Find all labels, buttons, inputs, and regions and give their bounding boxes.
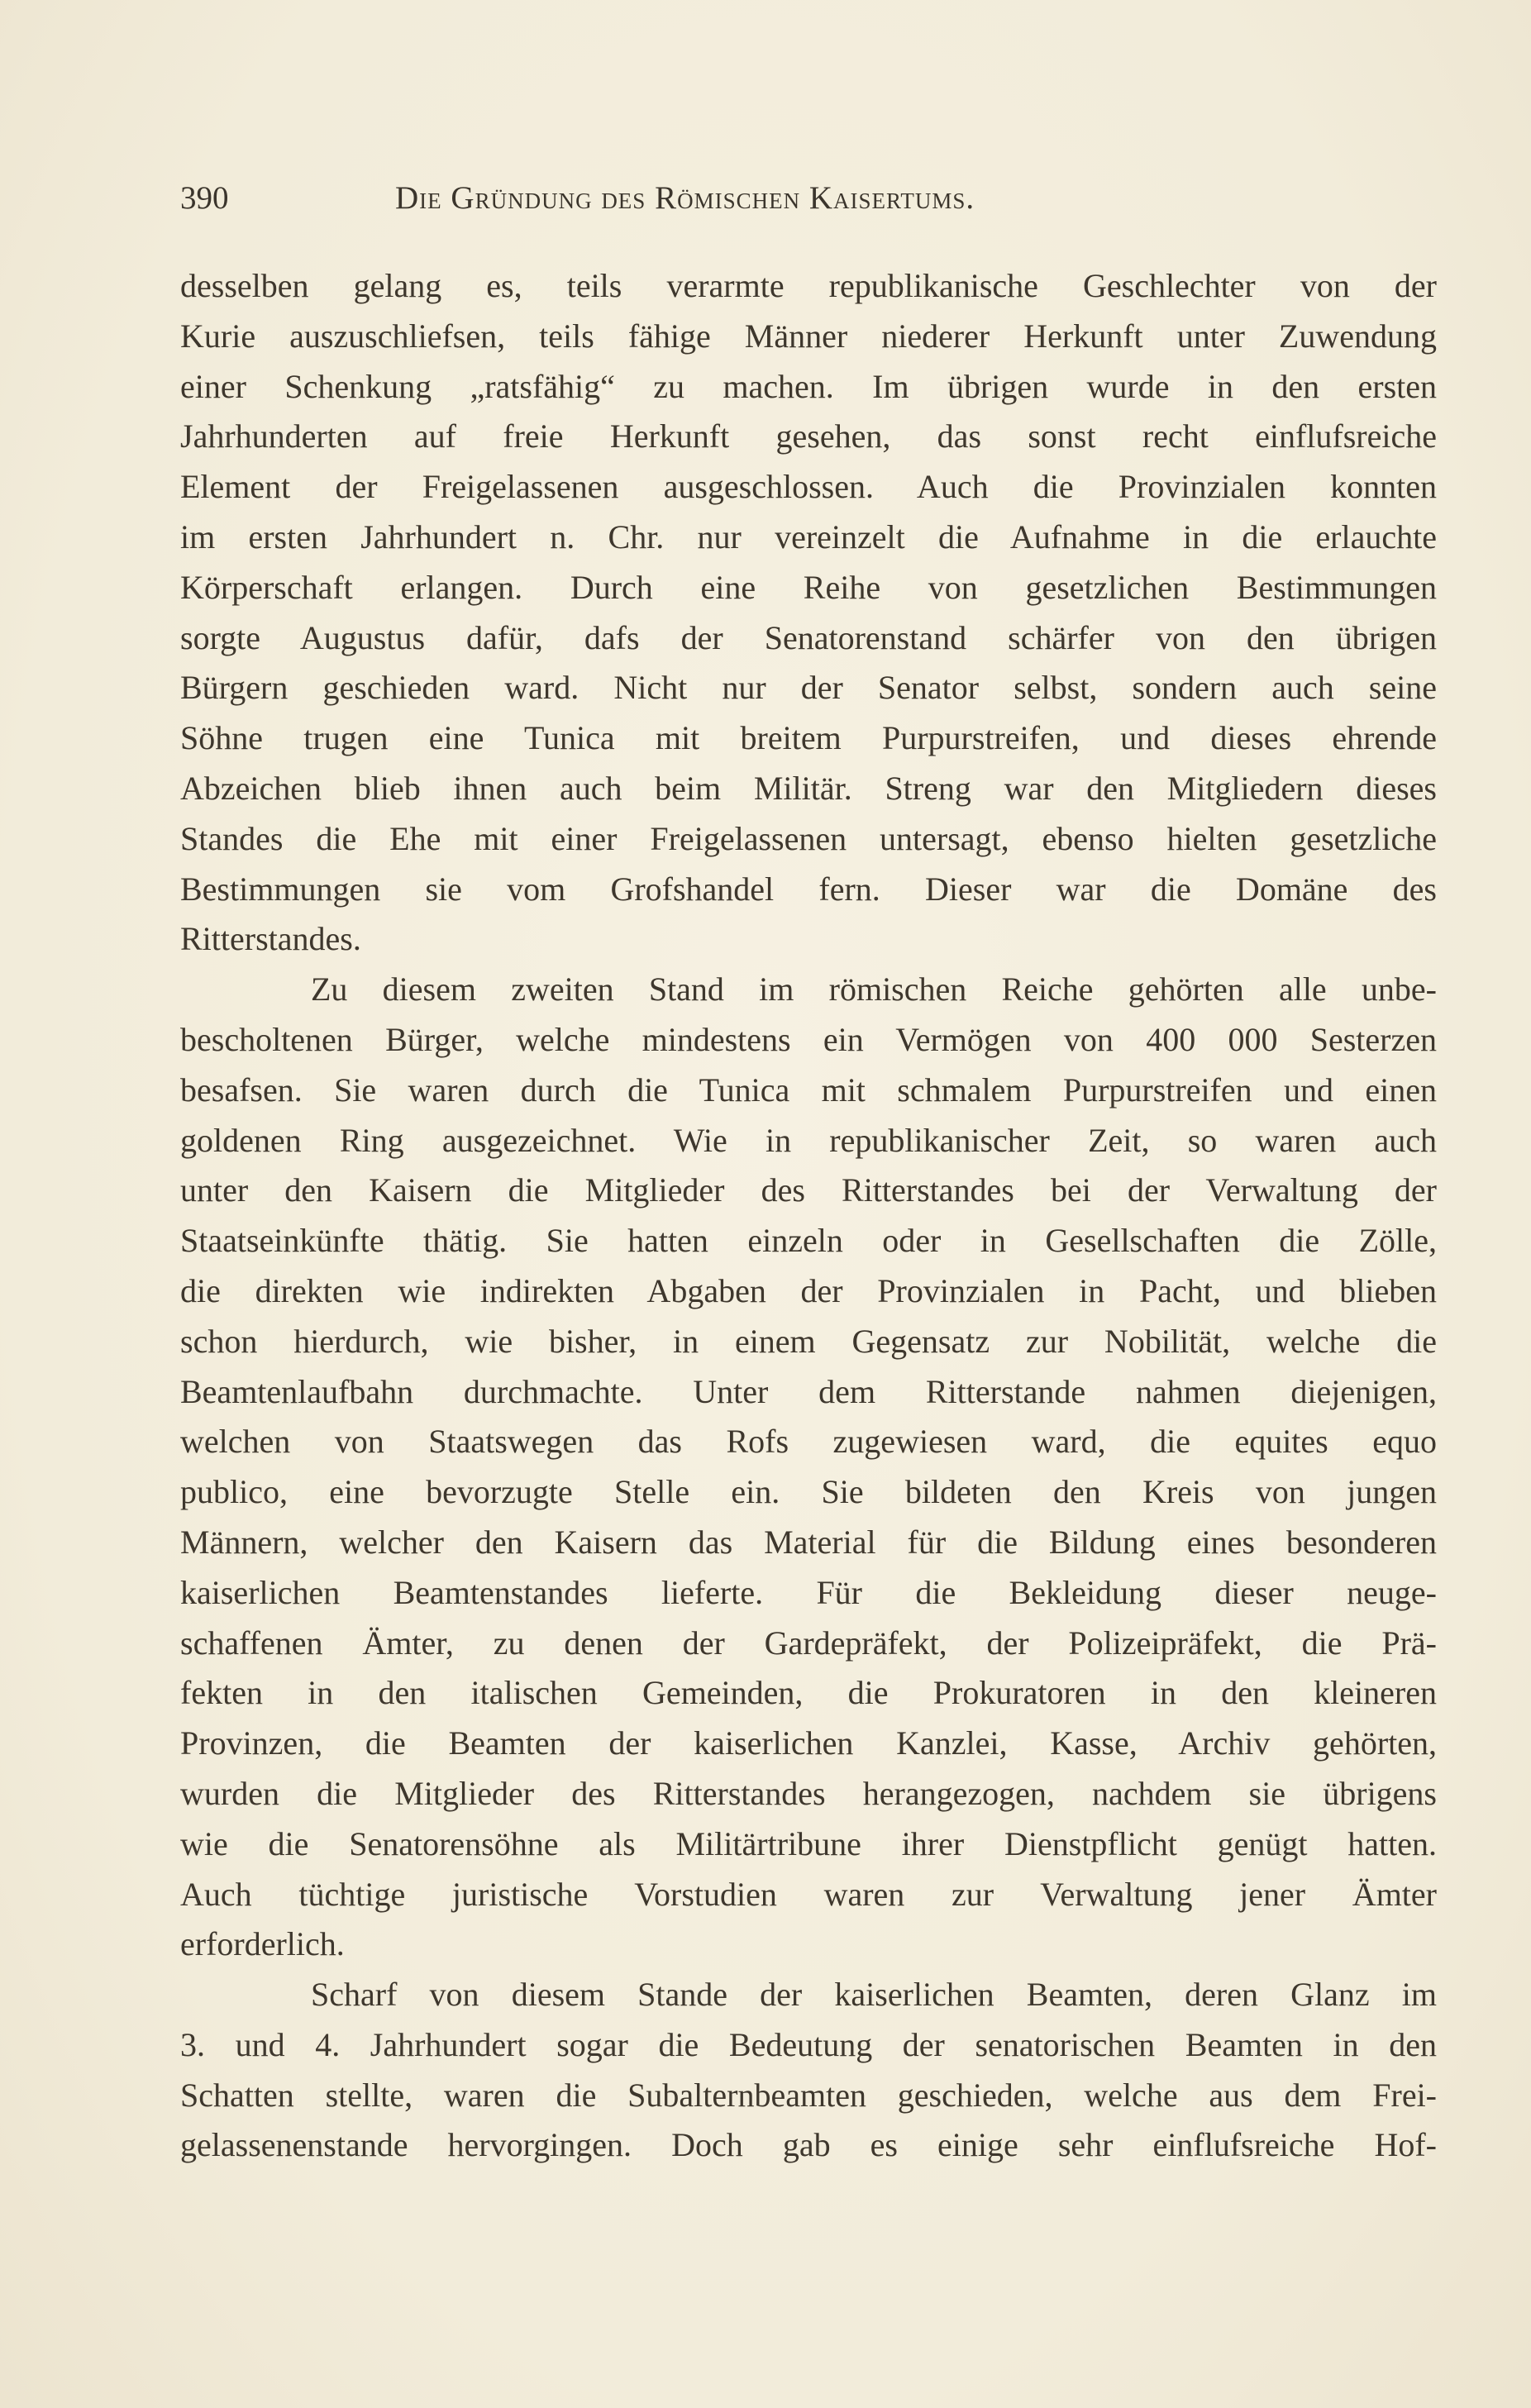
page-number: 390	[180, 180, 229, 216]
text-line: Element der Freigelassenen ausgeschlossen. Auch die Provinzialen konnten	[180, 468, 1437, 506]
text-line: Söhne trugen eine Tunica mit breitem Purpurstreifen, und dieses ehrende	[180, 719, 1437, 757]
text-line: gelassenenstande hervorgingen. Doch gab es einige sehr einflufsreiche Hof-	[180, 2126, 1437, 2164]
text-line: Scharf von diesem Stande der kaiserlichen Beamten, deren Glanz im	[311, 1976, 1437, 2014]
text-line: unter den Kaisern die Mitglieder des Ritterstandes bei der Verwaltung der	[180, 1171, 1437, 1209]
text-line: im ersten Jahrhundert n. Chr. nur vereinzelt die Aufnahme in die erlauchte	[180, 517, 1437, 556]
text-line: fekten in den italischen Gemeinden, die Prokuratoren in den kleineren	[180, 1674, 1437, 1712]
text-line: Auch tüchtige juristische Vorstudien waren zur Verwaltung jener Ämter	[180, 1875, 1437, 1913]
text-line: einer Schenkung „ratsfähig“ zu machen. Im übrigen wurde in den ersten	[180, 367, 1437, 405]
text-line: desselben gelang es, teils verarmte republikanische Geschlechter von der	[180, 267, 1437, 304]
text-line: Staatseinkünfte thätig. Sie hatten einzeln oder in Gesellschaften die Zölle,	[180, 1222, 1437, 1260]
text-line: Körperschaft erlangen. Durch eine Reihe von gesetzlichen Bestimmungen	[180, 568, 1437, 606]
text-line: welchen von Staatswegen das Rofs zugewiesen ward, die equites equo	[180, 1423, 1437, 1461]
text-line: Standes die Ehe mit einer Freigelassenen untersagt, ebenso hielten gesetzliche	[180, 819, 1437, 857]
text-line: 3. und 4. Jahrhundert sogar die Bedeutung der senatorischen Beamten in den	[180, 2025, 1437, 2063]
text-line: goldenen Ring ausgezeichnet. Wie in republikanischer Zeit, so waren auch	[180, 1121, 1437, 1159]
text-line: Bestimmungen sie vom Grofshandel fern. Dieser war die Domäne des	[180, 870, 1437, 908]
text-line: bescholtenen Bürger, welche mindestens ein Vermögen von 400 000 Sesterzen	[180, 1020, 1437, 1058]
text-line: kaiserlichen Beamtenstandes lieferte. Für die Bekleidung dieser neuge-	[180, 1573, 1437, 1611]
text-line: Schatten stellte, waren die Subalternbeamten geschieden, welche aus dem Frei-	[180, 2076, 1437, 2114]
text-line: sorgte Augustus dafür, dafs der Senatorenstand schärfer von den übrigen	[180, 618, 1437, 656]
text-line: publico, eine bevorzugte Stelle ein. Sie bildeten den Kreis von jungen	[180, 1473, 1437, 1511]
text-line: Zu diesem zweiten Stand im römischen Reiche gehörten alle unbe-	[311, 970, 1437, 1008]
text-line: Beamtenlaufbahn durchmachte. Unter dem Ritterstande nahmen diejenigen,	[180, 1372, 1437, 1410]
text-line: erforderlich.	[180, 1925, 345, 1963]
text-line: schaffenen Ämter, zu denen der Gardepräfekt, der Polizeipräfekt, die Prä-	[180, 1624, 1437, 1662]
text-line: die direkten wie indirekten Abgaben der Provinzialen in Pacht, und blieben	[180, 1271, 1437, 1309]
text-line: besafsen. Sie waren durch die Tunica mit schmalem Purpurstreifen und einen	[180, 1070, 1437, 1109]
text-line: Provinzen, die Beamten der kaiserlichen Kanzlei, Kasse, Archiv gehörten,	[180, 1724, 1437, 1762]
text-line: Ritterstandes.	[180, 920, 361, 958]
running-title: Die Gründung des Römischen Kaisertums.	[395, 180, 975, 216]
text-line: schon hierdurch, wie bisher, in einem Gegensatz zur Nobilität, welche die	[180, 1322, 1437, 1360]
body-text	[180, 261, 1437, 2171]
text-line: Jahrhunderten auf freie Herkunft gesehen, das sonst recht einflufsreiche	[180, 417, 1437, 455]
text-line: Abzeichen blieb ihnen auch beim Militär. Streng war den Mitgliedern dieses	[180, 769, 1437, 807]
text-line: Männern, welcher den Kaisern das Material für die Bildung eines besonderen	[180, 1523, 1437, 1561]
text-line: Bürgern geschieden ward. Nicht nur der Senator selbst, sondern auch seine	[180, 669, 1437, 707]
text-line: wurden die Mitglieder des Ritterstandes herangezogen, nachdem sie übrigens	[180, 1774, 1437, 1812]
running-head	[180, 175, 1347, 222]
text-line: wie die Senatorensöhne als Militärtribune ihrer Dienstpflicht genügt hatten.	[180, 1824, 1437, 1862]
text-line: Kurie auszuschliefsen, teils fähige Männer niederer Herkunft unter Zuwendung	[180, 317, 1437, 355]
